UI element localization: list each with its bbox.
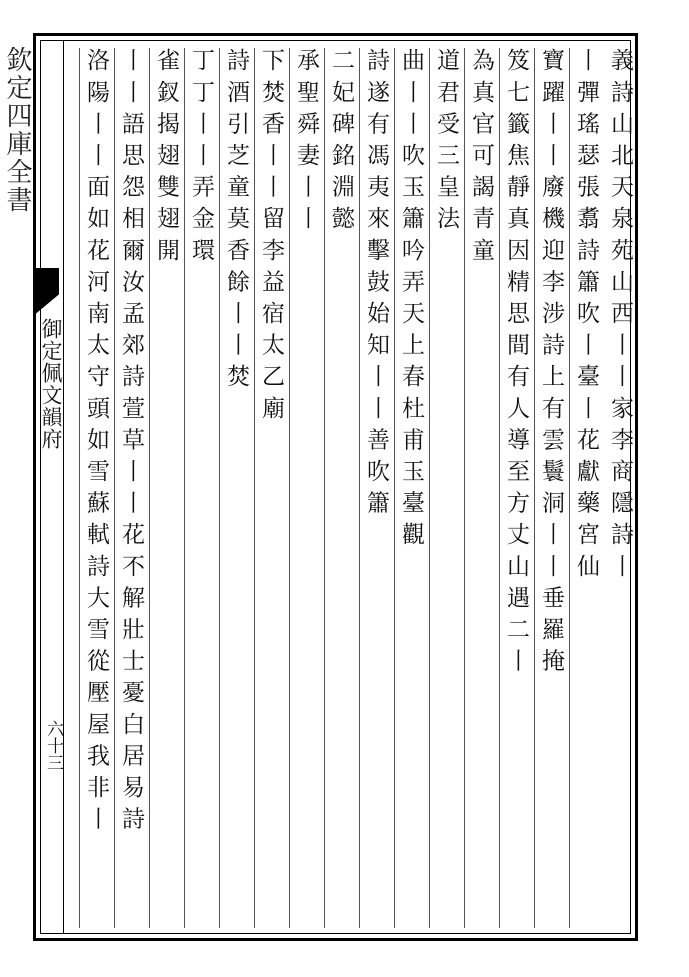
text-column-8: 詩遂有馮夷來擊鼓始知丨丨善吹簫 <box>359 48 392 928</box>
text-column-11: 下焚香丨丨留李益宿太乙廟 <box>254 48 287 928</box>
text-column-14: 雀釵揭翅雙翅開 <box>149 48 182 928</box>
book-title: 御定佩文韻府 <box>39 318 63 450</box>
page-number: 六十三 <box>43 720 63 771</box>
collection-title: 欽定四庫全書 <box>2 46 32 214</box>
text-column-5: 為真官可謁青童 <box>464 48 497 928</box>
text-column-1: 義詩山北天泉苑山西丨丨家李商隱詩丨 <box>607 48 633 586</box>
text-column-12: 詩酒引芝童莫香餘丨丨焚 <box>219 48 252 928</box>
text-column-9: 二妃碑銘淵懿 <box>324 48 357 928</box>
text-column-13: 丁丁丨丨弄金環 <box>184 48 217 928</box>
text-column-3: 寶躍丨丨廢機迎李涉詩上有雲鬟洞丨丨垂羅掩 <box>534 48 567 928</box>
strip-rule <box>63 40 64 934</box>
text-column-15: 丨丨語思怨相爾汝孟郊詩萱草丨丨花不解壯士憂白居易詩 <box>114 48 147 928</box>
text-column-6: 道君受三皇法 <box>429 48 462 928</box>
margin-strip <box>0 0 33 977</box>
text-column-2: 丨彈瑤瑟張翥詩簫吹丨臺丨花獻藥宮仙 <box>569 48 602 928</box>
text-column-7: 曲丨丨吹玉簫吟弄天上春杜甫玉臺觀 <box>394 48 427 928</box>
text-column-10: 承聖舜妻丨丨 <box>289 48 322 928</box>
text-column-4: 笈七籤焦靜真因精思間有人導至方丈山遇二丨 <box>499 48 532 928</box>
text-column-16: 洛陽丨丨面如花河南太守頭如雪蘇軾詩大雪從壓屋我非丨 <box>79 48 112 928</box>
